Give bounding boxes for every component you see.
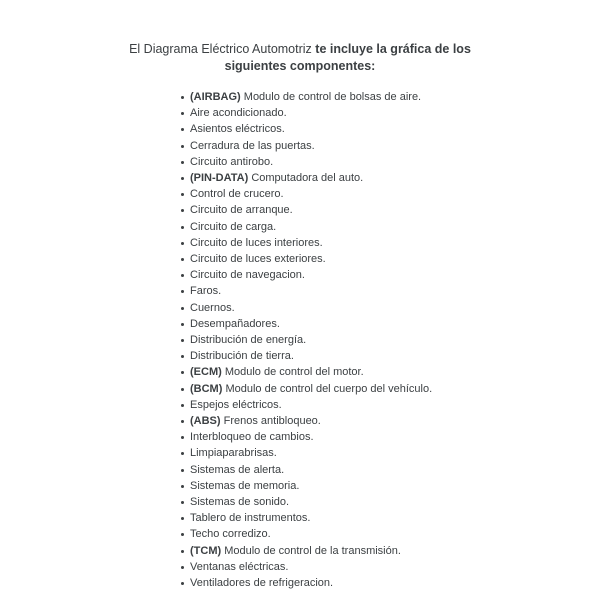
component-text: Tablero de instrumentos. <box>190 512 311 525</box>
component-text: Modulo de control del cuerpo del vehículo. <box>225 382 433 395</box>
list-item <box>190 478 600 494</box>
component-text: Circuito de arranque. <box>190 204 293 217</box>
list-item <box>190 235 600 251</box>
component-text: Espejos eléctricos. <box>190 398 282 411</box>
list-item <box>190 575 600 591</box>
list-item <box>190 526 600 542</box>
component-text: Circuito de luces exteriores. <box>190 253 326 266</box>
list-item <box>190 462 600 478</box>
component-text: Faros. <box>190 285 222 298</box>
component-text: Cerradura de las puertas. <box>190 139 315 152</box>
component-code: (ECM) <box>190 366 222 379</box>
component-text: Asientos eléctricos. <box>190 123 285 136</box>
list-item <box>190 510 600 526</box>
component-code: (TCM) <box>190 544 222 557</box>
component-text: Frenos antibloqueo. <box>223 415 321 428</box>
component-text: Modulo de control de bolsas de aire. <box>243 91 422 103</box>
component-text: Circuito de navegacion. <box>190 269 305 282</box>
list-item <box>190 332 600 348</box>
component-text: Circuito antirobo. <box>190 155 274 168</box>
component-text: Distribución de energía. <box>190 334 307 347</box>
component-code: (BCM) <box>190 382 223 395</box>
list-item <box>190 494 600 510</box>
list-item <box>190 121 600 137</box>
component-code: (PIN-DATA) <box>190 172 249 185</box>
list-item <box>190 251 600 267</box>
list-item <box>190 429 600 445</box>
component-text: Distribución de tierra. <box>190 350 294 363</box>
component-text: Ventanas eléctricas. <box>190 560 289 573</box>
list-item <box>190 186 600 202</box>
component-text: Techo corredizo. <box>190 528 271 541</box>
list-item <box>190 300 600 316</box>
list-item <box>190 397 600 413</box>
component-text: Computadora del auto. <box>251 172 364 185</box>
component-text: Limpiaparabrisas. <box>190 447 277 460</box>
list-item <box>190 154 600 170</box>
component-text: Ventiladores de refrigeracion. <box>190 577 334 590</box>
list-item <box>190 138 600 154</box>
component-text: Sistemas de sonido. <box>190 496 290 509</box>
component-text: Control de crucero. <box>190 188 284 201</box>
component-text: Modulo de control del motor. <box>224 366 364 379</box>
list-item <box>190 364 600 380</box>
list-item <box>190 543 600 559</box>
list-item <box>190 381 600 397</box>
list-item <box>190 170 600 186</box>
component-text: Aire acondicionado. <box>190 107 287 120</box>
list-item <box>190 283 600 299</box>
page-title-regular-text: El Diagrama Eléctrico Automotriz <box>129 42 312 56</box>
list-item <box>190 348 600 364</box>
component-code: (ABS) <box>190 415 221 428</box>
list-item <box>190 267 600 283</box>
list-item <box>190 413 600 429</box>
page-title-bold-text: te incluye la gráfica de los siguientes componentes: <box>224 42 471 73</box>
component-list <box>0 89 600 591</box>
list-item <box>190 105 600 121</box>
component-text: Sistemas de memoria. <box>190 479 300 492</box>
component-text: Sistemas de alerta. <box>190 463 285 476</box>
component-text: Modulo de control de la transmisión. <box>224 544 401 557</box>
component-text: Desempañadores. <box>190 317 280 330</box>
page-title <box>124 0 476 74</box>
component-text: Cuernos. <box>190 301 235 314</box>
list-item <box>190 445 600 461</box>
list-item <box>190 219 600 235</box>
component-code: (AIRBAG) <box>190 91 241 103</box>
component-text: Circuito de carga. <box>190 220 277 233</box>
component-text: Circuito de luces interiores. <box>190 236 323 249</box>
list-item <box>190 316 600 332</box>
component-text: Interbloqueo de cambios. <box>190 431 314 444</box>
list-item <box>190 202 600 218</box>
list-item <box>190 89 600 105</box>
list-item <box>190 559 600 575</box>
